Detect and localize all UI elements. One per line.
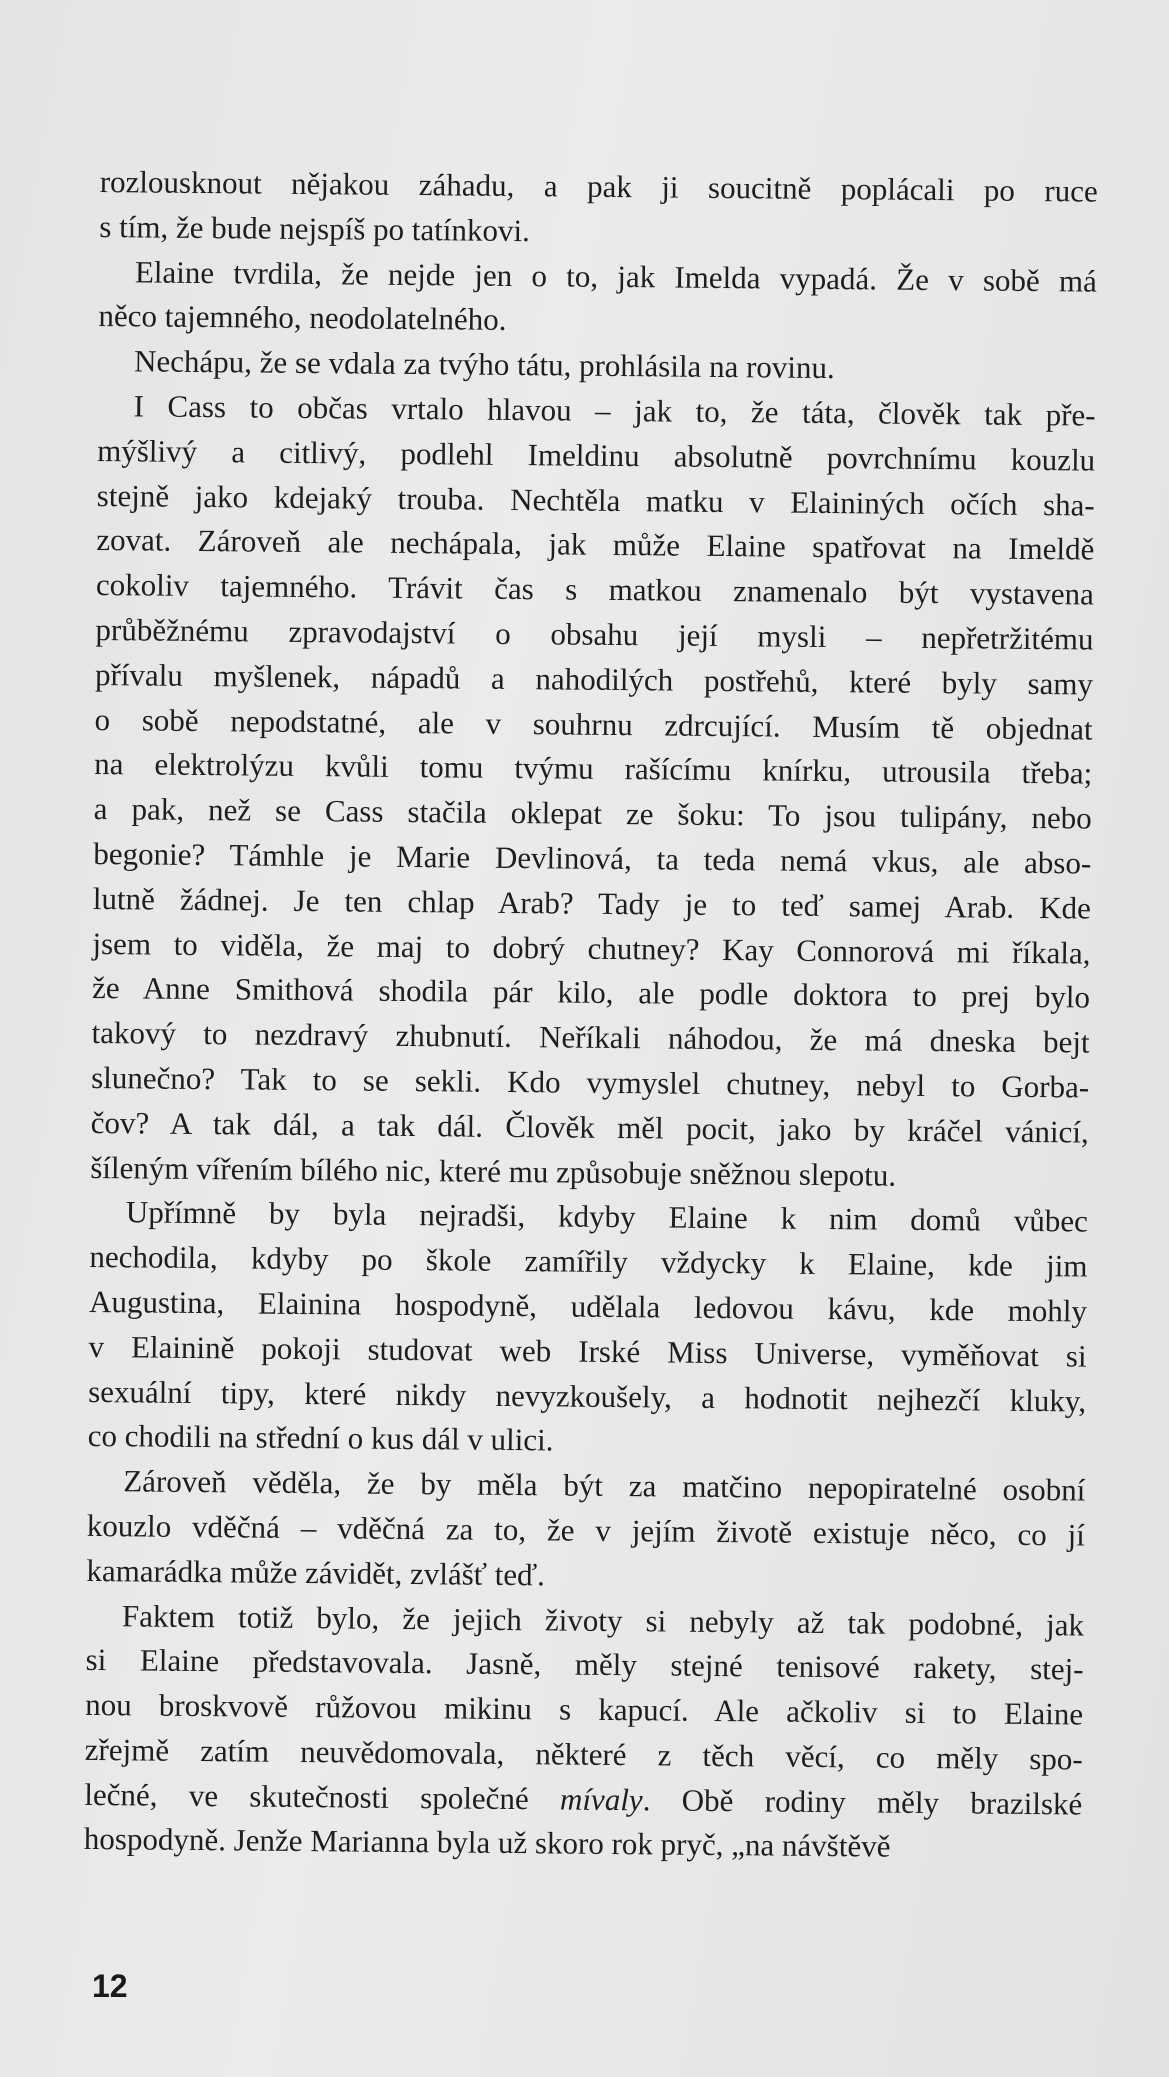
text-line: takový to nezdravý zhubnutí. Neříkali náhodou, že má dneska bejt bbox=[91, 1015, 1090, 1060]
text-line: čov? A tak dál, a tak dál. Člověk měl pocit, jako by kráčel vánicí, bbox=[90, 1104, 1089, 1150]
body-text bbox=[84, 160, 1098, 1872]
text-line: lutně žádnej. Je ten chlap Arab? Tady je to teď samej Arab. Kde bbox=[92, 880, 1092, 926]
text-line: Elaine tvrdila, že nejde jen o to, jak Imelda vypadá. Že v sobě má bbox=[134, 253, 1098, 299]
text-line: Nechápu, že se vdala za tvýho tátu, prohlásila na rovinu. bbox=[133, 343, 835, 386]
text-line: průběžnému zpravodajství o obsahu její mysli – nepřetržitému bbox=[95, 611, 1094, 657]
text-line: co chodili na střední o kus dál v ulici. bbox=[87, 1418, 554, 1458]
text-line: hospodyně. Jenže Marianna byla už skoro rok pryč, „na návštěvě bbox=[83, 1821, 891, 1865]
text-line: stejně jako kdejaký trouba. Nechtěla matku v Elaininých očích sha- bbox=[96, 477, 1095, 523]
paragraph bbox=[84, 1593, 1085, 1871]
text-line: přívalu myšlenek, nápadů a nahodilých postřehů, které byly samy bbox=[94, 656, 1094, 702]
text-line: rozlousknout nějakou záhadu, a pak ji soucitně poplácali po ruce bbox=[99, 163, 1098, 209]
text-line: a pak, než se Cass stačila oklepat ze šoku: To jsou tulipány, nebo bbox=[93, 791, 1092, 836]
text-line: na elektrolýzu kvůli tomu tvýmu rašícímu knírku, utrousila třeba; bbox=[94, 746, 1093, 791]
paragraph bbox=[86, 1459, 1085, 1603]
text-line: zřejmě zatím neuvědomovala, některé z těch věcí, co měly spo- bbox=[84, 1731, 1083, 1777]
text-line: Augustina, Elainina hospodyně, udělala ledovou kávu, kde mohly bbox=[88, 1283, 1088, 1329]
text-line: sexuální tipy, které nikdy nevyzkoušely, a hodnotit nejhezčí kluky, bbox=[88, 1373, 1087, 1419]
text-line: I Cass to občas vrtalo hlavou – jak to, že táta, člověk tak pře- bbox=[133, 388, 1096, 433]
text-line: si Elaine představovala. Jasně, měly stejné tenisové rakety, stej- bbox=[85, 1642, 1084, 1687]
paragraph bbox=[98, 250, 1097, 349]
text-line: o sobě nepodstatné, ale v souhrnu zdrcující. Musím tě objednat bbox=[94, 701, 1093, 747]
text-line: lečné, ve skutečnosti společné mívaly. Obě rodiny měly brazilské bbox=[84, 1776, 1083, 1822]
text-line: cokoliv tajemného. Trávit čas s matkou znamenalo být vystavena bbox=[95, 567, 1095, 612]
text-line: begonie? Támhle je Marie Devlinová, ta teda nemá vkus, ale abso- bbox=[93, 835, 1092, 881]
text-line: Zároveň věděla, že by měla být za matčino nepopiratelné osobní bbox=[123, 1463, 1086, 1508]
paragraph bbox=[90, 384, 1096, 1200]
paragraph bbox=[88, 1190, 1089, 1468]
text-line: kamarádka může závidět, zvlášť teď. bbox=[86, 1552, 546, 1593]
text-line: něco tajemného, neodolatelného. bbox=[98, 298, 507, 338]
text-line: že Anne Smithová shodila pár kilo, ale podle doktora to prej bylo bbox=[91, 970, 1091, 1015]
page-number: 12 bbox=[92, 1968, 128, 2004]
text-line: slunečno? Tak to se sekli. Kdo vymyslel chutney, nebyl to Gorba- bbox=[91, 1059, 1090, 1105]
text-line: Upřímně by byla nejradši, kdyby Elaine k nim domů vůbec bbox=[125, 1194, 1089, 1239]
text-line: v Elainině pokoji studovat web Irské Miss Universe, vyměňovat si bbox=[88, 1328, 1087, 1374]
paragraph bbox=[99, 160, 1098, 259]
text-line: Faktem totiž bylo, že jejich životy si nebyly až tak podobné, jak bbox=[121, 1597, 1085, 1643]
text-line: kouzlo vděčná – vděčná za to, že v jejím životě existuje něco, co jí bbox=[86, 1507, 1086, 1553]
text-line: mýšlivý a citlivý, podlehl Imeldinu absolutně povrchnímu kouzlu bbox=[97, 432, 1096, 478]
text-line: nou broskvově růžovou mikinu s kapucí. Ale ačkoliv si to Elaine bbox=[85, 1687, 1084, 1732]
text-line: nechodila, kdyby po škole zamířily vždycky k Elaine, kde jim bbox=[89, 1239, 1088, 1284]
text-line: jsem to viděla, že maj to dobrý chutney? Kay Connorová mi říkala, bbox=[92, 925, 1091, 971]
text-line: s tím, že bude nejspíš po tatínkovi. bbox=[99, 208, 531, 248]
text-line: šíleným vířením bílého nic, které mu způsobuje sněžnou slepotu. bbox=[90, 1149, 897, 1193]
text-line: zovat. Zároveň ale nechápala, jak může Elaine spatřovat na Imeldě bbox=[96, 522, 1095, 567]
